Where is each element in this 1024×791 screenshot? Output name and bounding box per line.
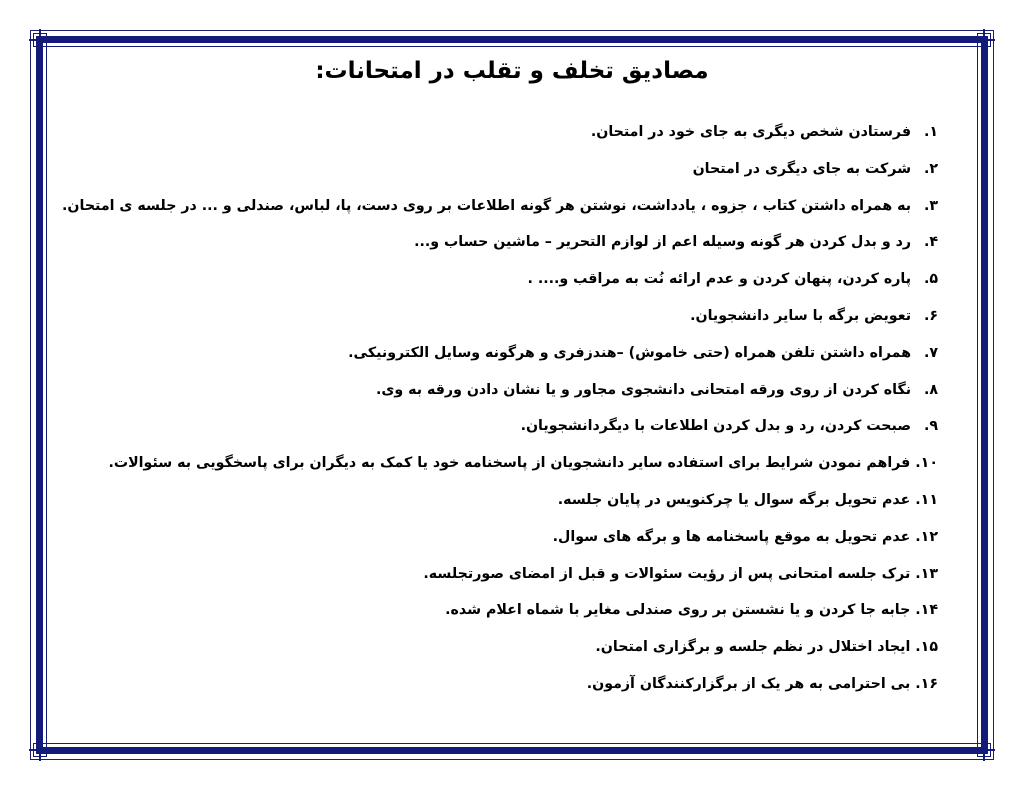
list-item: [58, 561, 938, 598]
list-item-text: نگاه کردن از روی ورقه امتحانی دانشجوی مجاور و یا نشان دادن ورقه به وی.: [375, 381, 912, 398]
corner-ornament-top-left: [29, 29, 51, 51]
list-item-number: ۴.: [923, 234, 938, 251]
list-item: [58, 524, 938, 561]
list-item-number: ۱۳.: [915, 565, 938, 582]
list-item-text: پاره کردن، پنهان کردن و عدم ارائه نُت به مراقب و.... .: [527, 271, 912, 288]
list-item: [58, 413, 938, 450]
list-item: [58, 450, 938, 487]
list-item: [58, 266, 938, 303]
list-item-text: تعویض برگه با سایر دانشجویان.: [690, 307, 912, 324]
violations-list: [58, 119, 938, 708]
list-item: [58, 377, 938, 414]
list-item-text: فراهم نمودن شرایط برای استفاده سایر دانشجویان از پاسخنامه خود یا کمک به دیگران برای پاسخگویی به سئوالات.: [108, 455, 911, 472]
list-item: [58, 119, 938, 156]
list-item-number: ۱۶.: [915, 675, 938, 692]
list-item: [58, 671, 938, 708]
list-item-number: ۲.: [923, 160, 938, 177]
list-item-text: صبحت کردن، رد و بدل کردن اطلاعات با دیگردانشجویان.: [520, 418, 912, 435]
list-item-number: ۷.: [923, 344, 938, 361]
list-item-number: ۶.: [923, 307, 938, 324]
list-item-text: عدم تحویل به موقع پاسخنامه ها و برگه های سوال.: [552, 528, 911, 545]
list-item: [58, 487, 938, 524]
corner-ornament-bottom-right: [973, 739, 995, 761]
list-item: [58, 156, 938, 193]
list-item-number: ۱۱.: [915, 491, 938, 508]
list-item-number: ۵.: [923, 271, 938, 288]
corner-ornament-top-right: [973, 29, 995, 51]
list-item-number: ۱۰.: [915, 455, 938, 472]
list-item: [58, 193, 938, 230]
list-item: [58, 229, 938, 266]
list-item-number: ۱۴.: [915, 602, 938, 619]
list-item-text: رد و بدل کردن هر گونه وسیله اعم از لوازم التحریر – ماشین حساب و...: [414, 234, 912, 251]
list-item-text: فرستادن شخص دیگری به جای خود در امتحان.: [590, 124, 912, 140]
list-item-number: ۱۵.: [915, 639, 938, 656]
corner-ornament-bottom-left: [29, 739, 51, 761]
list-item-number: ۳.: [923, 197, 938, 214]
list-item-number: ۸.: [923, 381, 938, 398]
list-item-text: ایجاد اختلال در نظم جلسه و برگزاری امتحان.: [595, 639, 911, 656]
list-item: [58, 597, 938, 634]
list-item: [58, 634, 938, 671]
list-item-text: ترک جلسه امتحانی پس از رؤیت سئوالات و قبل از امضای صورتجلسه.: [423, 565, 911, 582]
list-item-text: جابه جا کردن و یا نشستن بر روی صندلی مغایر با شماه اعلام شده.: [445, 602, 911, 619]
list-item-text: عدم تحویل برگه سوال یا چرکنویس در پایان جلسه.: [557, 491, 911, 508]
list-item-text: همراه داشتن تلفن همراه (حتی خاموش) –هندزفری و هرگونه وسایل الکترونیکی.: [348, 344, 912, 361]
list-item-text: بی احترامی به هر یک از برگزارکنندگان آزمون.: [586, 675, 911, 692]
list-item: [58, 340, 938, 377]
list-item-text: شرکت به جای دیگری در امتحان: [692, 160, 912, 177]
list-item: [58, 303, 938, 340]
list-item-number: ۱.: [923, 124, 938, 140]
document-title: مصادیق تخلف و تقلب در امتحانات:: [315, 58, 709, 84]
list-item-number: ۱۲.: [915, 528, 938, 545]
list-item-text: به همراه داشتن کتاب ، جزوه ، یادداشت، نوشتن هر گونه اطلاعات بر روی دست، پا، لباس، صندلی و ... در جلسه ی امتحان.: [62, 197, 912, 214]
list-item-number: ۹.: [923, 418, 938, 435]
